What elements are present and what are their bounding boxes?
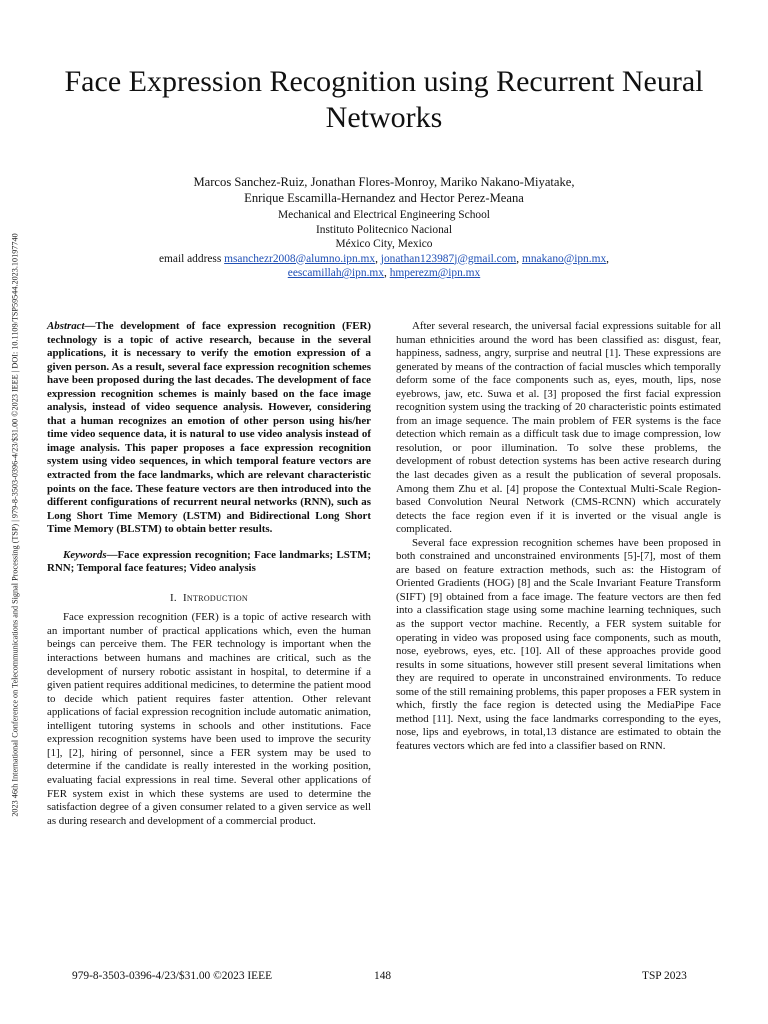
abstract	[47, 320, 371, 537]
right-column	[396, 320, 721, 754]
email-link[interactable]: hmperezm@ipn.mx	[389, 267, 481, 279]
abstract-text: —The development of face expression recognition (FER) technology is a topic of active research, because in the several applications, it is necessary to verify the emotion expression of a given person. As a result, several face expression recognition schemes have been proposed during the last decades. The development of face expression recognition schemes is mainly based on the face image analysis, instead of video sequence analysis. However, considering that a human recognizes an emotion of other person using his/her time video sequence data, it is natural to use video analysis instead of image analysis. This paper proposes a face expression recognition system using video sequences, in which temporal feature vectors are extracted from the face landmarks, which are relevant characteristic points on the face. These feature vectors are then introduced into the different configurations of recurrent neural networks (RNN), such as Long Short Time Memory (LSTM) and Bidirectional Long Short Time Memory (BLSTM) to obtain better results.	[47, 320, 371, 536]
affiliation	[60, 208, 708, 281]
email-link[interactable]: eescamillah@ipn.mx	[287, 267, 384, 279]
left-column	[47, 320, 371, 828]
affiliation-city: México City, Mexico	[335, 238, 433, 250]
keywords-text: —Face expression recognition; Face landmarks; LSTM; RNN; Temporal face features; Video analysis	[47, 548, 371, 575]
paper-title: Face Expression Recognition using Recurrent Neural Networks	[64, 65, 704, 134]
keywords-label: Keywords	[63, 548, 107, 561]
doi-side-text: 2023 46th International Conference on Telecommunications and Signal Processing (TSP) | 979-8-3503-0396-4/23/$31.00 ©2023 IEEE | DOI: 10.1109/TSP59544.2023.10197740	[10, 233, 20, 817]
footer-page-number: 148	[374, 970, 392, 982]
authors-line-2: Enrique Escamilla-Hernandez and Hector Perez-Meana	[244, 191, 524, 205]
email-line-2: eescamillah@ipn.mx, hmperezm@ipn.mx	[287, 267, 481, 279]
affiliation-school: Mechanical and Electrical Engineering School	[278, 209, 490, 221]
body-paragraph: After several research, the universal facial expressions suitable for all human ethnicities around the word has been classified as: disgust, fear, happiness, sadness, angry, surprise and neutral [1]. These expressions are generated by means of the contraction of facial muscles which temporally deform some of the face components such as, eyes, mouth, lips, nose eyebrows, jaw, etc. Suwa et al. [3] proposed the first facial expression recognition system using the tracking of 20 characteristic points estimated from an image sequence. The main problem of FER systems is the face detection which remain as a difficult task due to image compression, low resolution, or poor illumination. To solve these problems, the development of robust detection systems has been active research during the last decades given as a result the publication of several proposals. Among them Zhu et al. [4] propose the Contextual Multi-Scale Region-based Convolution Neural Network (CMS-RCNN) which accurately detects the face region even if it is inverted or the visual angle is complicated.	[396, 320, 721, 536]
body-paragraph: Several face expression recognition schemes have been proposed in both constrained and unconstrained environments [5]-[7], most of them are based on feature extraction methods, such as: the Histogram of Oriented Gradients (HOG) [8] and the Scale Invariant Feature Transform (SIFT) [9] obtained from a face image. The feature vectors are then fed into a classification stage using some machine learning techniques, such as the support vector machine. Recently, a FER system suitable for operating in video was proposed using face components, such as mouth, nose, eyebrows, eyes, etc. [10]. All of these approaches provide good results in some situations, however still present several limitations when they are required to operate in unconstrained environments. To reduce some of the still remaining problems, this paper proposes a FER system in which, firstly the face region is detected using the MediaPipe Face method [11]. Next, using the face landmarks corresponding to the eyes, nose, lips and eyebrows, in total,13 distance are estimated to obtain the features vectors which are fed into a classifier based on RNN.	[396, 536, 721, 752]
authors-line-1: Marcos Sanchez-Ruiz, Jonathan Flores-Monroy, Mariko Nakano-Miyatake,	[193, 175, 575, 189]
keywords	[47, 549, 371, 576]
affiliation-institute: Instituto Politecnico Nacional	[315, 223, 453, 236]
email-prefix: email address	[158, 252, 222, 265]
section-heading	[47, 592, 371, 606]
section-title: Introduction	[183, 591, 248, 604]
email-link[interactable]: mnakano@ipn.mx	[521, 252, 607, 265]
doi-side-note	[8, 165, 22, 885]
section-number: I.	[170, 591, 177, 604]
email-link[interactable]: jonathan123987j@gmail.com	[380, 252, 517, 265]
email-link[interactable]: msanchezr2008@alumno.ipn.mx	[224, 252, 376, 265]
abstract-label: Abstract	[47, 320, 85, 332]
intro-paragraph: Face expression recognition (FER) is a topic of active research with an important number of practical applications which, even the human beings can perceive them. The FER technology is important when the interactions between humans and machines are critical, such as the development of nursery robotic assistant in hospital, to determine if a given patient requires additional medicines, to determine the patient mood to decide which patient requires faster attention. Other relevant applications of facial expression recognition include automatic animation, intelligent tutoring systems in schools and other institutions. Face expression recognition systems have been used to improve the security [1], [2], hiring of personnel, since a FER system may be used to determine if the candidate is really interested in the working position, evaluating facial expressions in real time. Several other applications of FER system exist in which these systems are used to determine the satisfaction degree of a given consumer related to a given service as well as during research and development of a commercial product.	[47, 611, 371, 827]
footer-copyright: 979-8-3503-0396-4/23/$31.00 ©2023 IEEE	[72, 970, 273, 982]
author-list	[60, 174, 708, 206]
footer-conference: TSP 2023	[642, 970, 687, 982]
email-line-1: email address msanchezr2008@alumno.ipn.mx, jonathan123987j@gmail.com, mnakano@ipn.mx,	[158, 252, 610, 265]
